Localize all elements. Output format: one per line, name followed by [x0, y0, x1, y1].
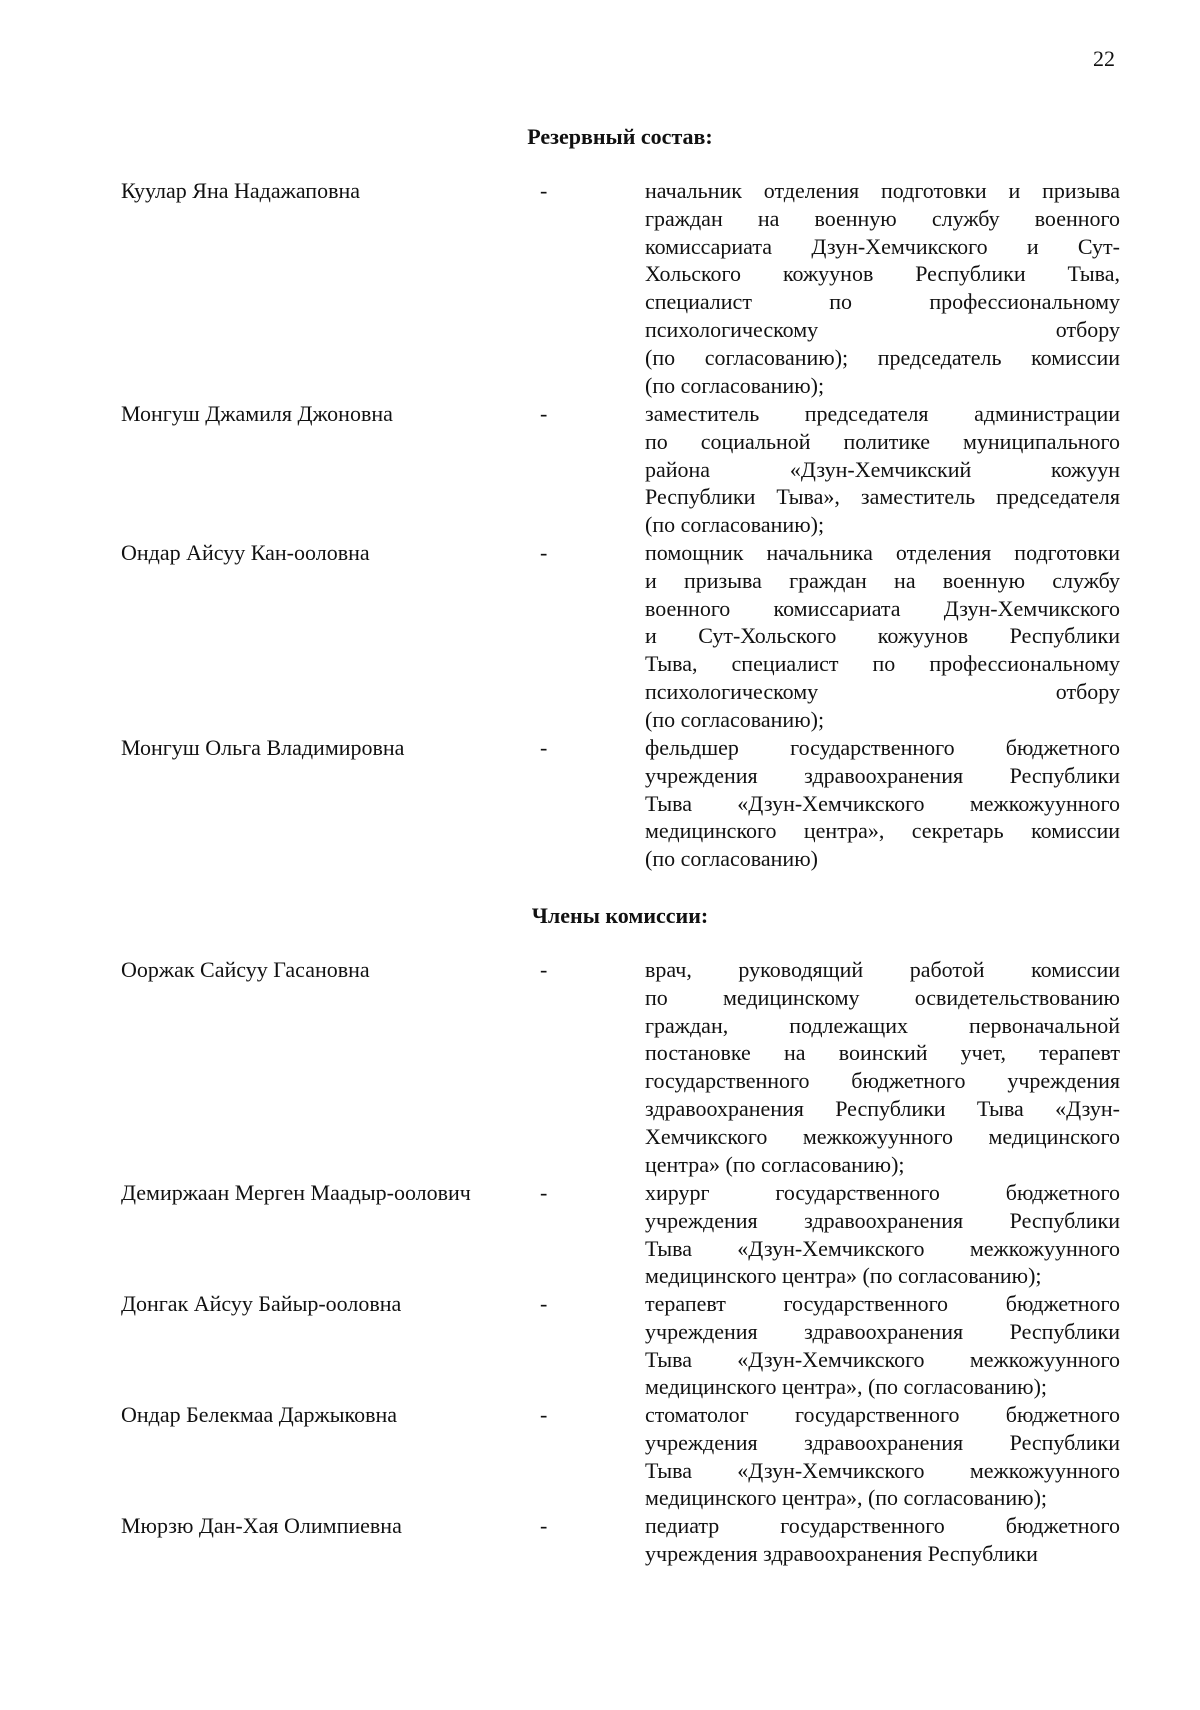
position-line: Республики Тыва», заместитель председателя [645, 484, 1120, 510]
position-line: медицинского центра», (по согласованию); [645, 1374, 1048, 1400]
position-line: здравоохранения Республики Тыва «Дзун- [645, 1095, 1120, 1121]
position-line: Хемчикского межкожуунного медицинского [645, 1123, 1120, 1149]
member-name: Демиржаан Мерген Маадыр-оолович [121, 1180, 471, 1205]
position-line: Тыва «Дзун-Хемчикского межкожуунного [645, 1346, 1120, 1372]
position-line: учреждения здравоохранения Республики [645, 1318, 1120, 1344]
position-line: терапевт государственного бюджетного [645, 1291, 1120, 1316]
member-name: Монгуш Ольга Владимировна [121, 735, 405, 760]
member-name: Куулар Яна Надажаповна [121, 178, 360, 203]
member-position [645, 400, 1120, 539]
member-position [645, 539, 1120, 734]
position-line: медицинского центра», секретарь комиссии [645, 818, 1120, 844]
position-line: по медицинскому освидетельствованию [645, 984, 1120, 1010]
position-line: Тыва «Дзун-Хемчикского межкожуунного [645, 790, 1120, 816]
position-line: комиссариата Дзун-Хемчикского и Сут- [645, 233, 1120, 259]
position-line: Тыва «Дзун-Хемчикского межкожуунного [645, 1235, 1120, 1261]
position-line: учреждения здравоохранения Республики [645, 762, 1120, 788]
position-line: медицинского центра», (по согласованию); [645, 1485, 1048, 1511]
position-line: постановке на воинский учет, терапевт [645, 1040, 1120, 1066]
member-position [645, 734, 1120, 873]
position-line: специалист по профессиональному [645, 289, 1120, 315]
position-line: врач, руководящий работой комиссии [645, 957, 1120, 982]
position-line: заместитель председателя администрации [645, 401, 1120, 426]
position-line: учреждения здравоохранения Республики [645, 1429, 1120, 1455]
position-line: военного комиссариата Дзун-Хемчикского [645, 595, 1120, 621]
commission-section-title: Члены комиссии: [531, 903, 709, 928]
dash-separator: - [540, 540, 548, 565]
member-position [645, 177, 1120, 399]
member-name: Ондар Белекмаа Даржыковна [121, 1402, 397, 1427]
member-name: Ондар Айсуу Кан-ооловна [121, 540, 370, 565]
member-name: Ооржак Сайсуу Гасановна [121, 957, 370, 982]
position-line: и призыва граждан на военную службу [645, 567, 1120, 593]
position-line: государственного бюджетного учреждения [645, 1068, 1120, 1094]
dash-separator: - [540, 178, 548, 203]
position-line: педиатр государственного бюджетного [645, 1513, 1120, 1538]
member-position [645, 956, 1120, 1178]
position-line: (по согласованию); [645, 706, 825, 732]
position-line: начальник отделения подготовки и призыва [645, 178, 1120, 203]
dash-separator: - [540, 957, 548, 982]
member-position [645, 1179, 1120, 1290]
position-line: и Сут-Хольского кожуунов Республики [645, 623, 1120, 649]
member-position [645, 1290, 1120, 1401]
dash-separator: - [540, 735, 548, 760]
position-line: Тыва, специалист по профессиональному [645, 651, 1120, 677]
position-line: Тыва «Дзун-Хемчикского межкожуунного [645, 1457, 1120, 1483]
position-line: хирург государственного бюджетного [645, 1180, 1120, 1205]
dash-separator: - [540, 1291, 548, 1316]
position-line: (по согласованию); председатель комиссии [645, 344, 1120, 370]
position-line: граждан на военную службу военного [645, 205, 1120, 231]
position-line: по социальной политике муниципального [645, 428, 1120, 454]
member-position [645, 1512, 1120, 1568]
position-line: центра» (по согласованию); [645, 1151, 905, 1177]
position-line: учреждения здравоохранения Республики [645, 1207, 1120, 1233]
reserve-section-title: Резервный состав: [527, 124, 713, 149]
member-position [645, 1401, 1120, 1512]
dash-separator: - [540, 1180, 548, 1205]
member-name: Донгак Айсуу Байыр-ооловна [121, 1291, 402, 1316]
position-line: психологическому отбору [645, 316, 1120, 342]
position-line: (по согласованию) [645, 846, 818, 872]
position-line: медицинского центра» (по согласованию); [645, 1263, 1042, 1289]
position-line: учреждения здравоохранения Республики [645, 1540, 1038, 1566]
position-line: Хольского кожуунов Республики Тыва, [645, 261, 1120, 287]
position-line: помощник начальника отделения подготовки [645, 540, 1120, 565]
position-line: (по согласованию); [645, 512, 825, 538]
position-line: психологическому отбору [645, 678, 1120, 704]
dash-separator: - [540, 1402, 548, 1427]
dash-separator: - [540, 1513, 548, 1538]
member-name: Мюрзю Дан-Хая Олимпиевна [121, 1513, 402, 1538]
position-line: граждан, подлежащих первоначальной [645, 1012, 1120, 1038]
member-name: Монгуш Джамиля Джоновна [121, 401, 393, 426]
position-line: фельдшер государственного бюджетного [645, 735, 1120, 760]
position-line: (по согласованию); [645, 372, 825, 398]
position-line: стоматолог государственного бюджетного [645, 1402, 1120, 1427]
dash-separator: - [540, 401, 548, 426]
page-number: 22 [1093, 46, 1115, 71]
position-line: района «Дзун-Хемчикский кожуун [645, 456, 1120, 482]
